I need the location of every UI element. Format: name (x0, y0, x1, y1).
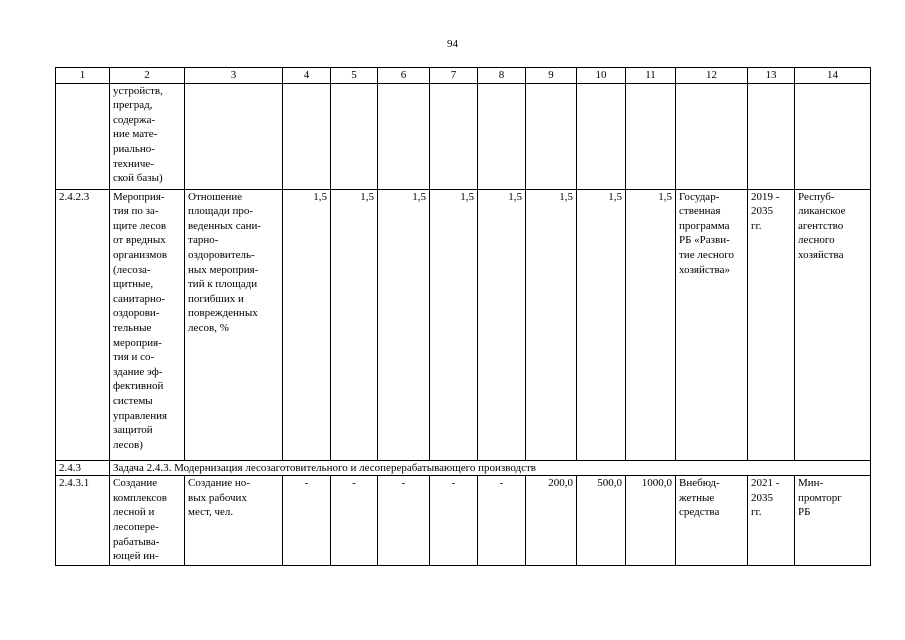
table-row (56, 476, 871, 566)
table-row (56, 189, 871, 460)
table-row (56, 83, 871, 189)
header-cell: 8 (478, 68, 526, 84)
measure-code (56, 83, 110, 189)
value-cell: 1,5 (378, 189, 430, 460)
value-cell (283, 83, 331, 189)
measure-name: Создание комплексов лесной и лесопере- рабатыва- ющей ин- (110, 476, 185, 566)
period: 2019 - 2035 гг. (748, 189, 795, 460)
measures-table (55, 67, 871, 566)
indicator-name: Создание но- вых рабочих мест, чел. (185, 476, 283, 566)
header-cell: 5 (331, 68, 378, 84)
header-row (56, 68, 871, 84)
value-cell: - (331, 476, 378, 566)
measure-name: устройств, преград, содержа- ние мате- риально- техниче- ской базы) (110, 83, 185, 189)
header-cell: 2 (110, 68, 185, 84)
header-cell: 10 (577, 68, 626, 84)
page-number: 94 (447, 38, 458, 50)
funding-source: Внебюд- жетные средства (676, 476, 748, 566)
header-cell: 7 (430, 68, 478, 84)
executor: Респуб- ликанское агентство лесного хозяйства (795, 189, 871, 460)
value-cell (378, 83, 430, 189)
executor (795, 83, 871, 189)
period: 2021 - 2035 гг. (748, 476, 795, 566)
measure-name: Мероприя- тия по за- щите лесов от вредных организмов (лесоза- щитные, санитарно- оздорови- тельные мероприя- тия и со- здание эф- фективной системы управления защитой лесов) (110, 189, 185, 460)
value-cell: 500,0 (577, 476, 626, 566)
task-code: 2.4.3 (56, 460, 110, 476)
value-cell: 200,0 (526, 476, 577, 566)
value-cell (331, 83, 378, 189)
header-cell: 13 (748, 68, 795, 84)
measure-code: 2.4.2.3 (56, 189, 110, 460)
value-cell (478, 83, 526, 189)
value-cell: 1,5 (478, 189, 526, 460)
header-cell: 1 (56, 68, 110, 84)
header-cell: 11 (626, 68, 676, 84)
task-row (56, 460, 871, 476)
funding-source: Государ- ственная программа РБ «Разви- тие лесного хозяйства» (676, 189, 748, 460)
funding-source (676, 83, 748, 189)
value-cell: 1,5 (526, 189, 577, 460)
value-cell: 1000,0 (626, 476, 676, 566)
value-cell: 1,5 (626, 189, 676, 460)
header-cell: 3 (185, 68, 283, 84)
value-cell: 1,5 (577, 189, 626, 460)
value-cell (430, 83, 478, 189)
value-cell: - (430, 476, 478, 566)
indicator-name (185, 83, 283, 189)
value-cell: 1,5 (283, 189, 331, 460)
value-cell: - (283, 476, 331, 566)
header-cell: 14 (795, 68, 871, 84)
header-cell: 6 (378, 68, 430, 84)
period (748, 83, 795, 189)
header-cell: 9 (526, 68, 577, 84)
header-cell: 4 (283, 68, 331, 84)
value-cell: - (378, 476, 430, 566)
task-title: Задача 2.4.3. Модернизация лесозаготовительного и лесоперерабатывающего производств (110, 460, 871, 476)
header-cell: 12 (676, 68, 748, 84)
value-cell (526, 83, 577, 189)
value-cell: 1,5 (430, 189, 478, 460)
value-cell: 1,5 (331, 189, 378, 460)
indicator-name: Отношение площади про- веденных сани- тарно- оздоровитель- ных мероприя- тий к площади погибших и поврежденных лесов, % (185, 189, 283, 460)
value-cell (577, 83, 626, 189)
value-cell (626, 83, 676, 189)
executor: Мин- промторг РБ (795, 476, 871, 566)
value-cell: - (478, 476, 526, 566)
measure-code: 2.4.3.1 (56, 476, 110, 566)
